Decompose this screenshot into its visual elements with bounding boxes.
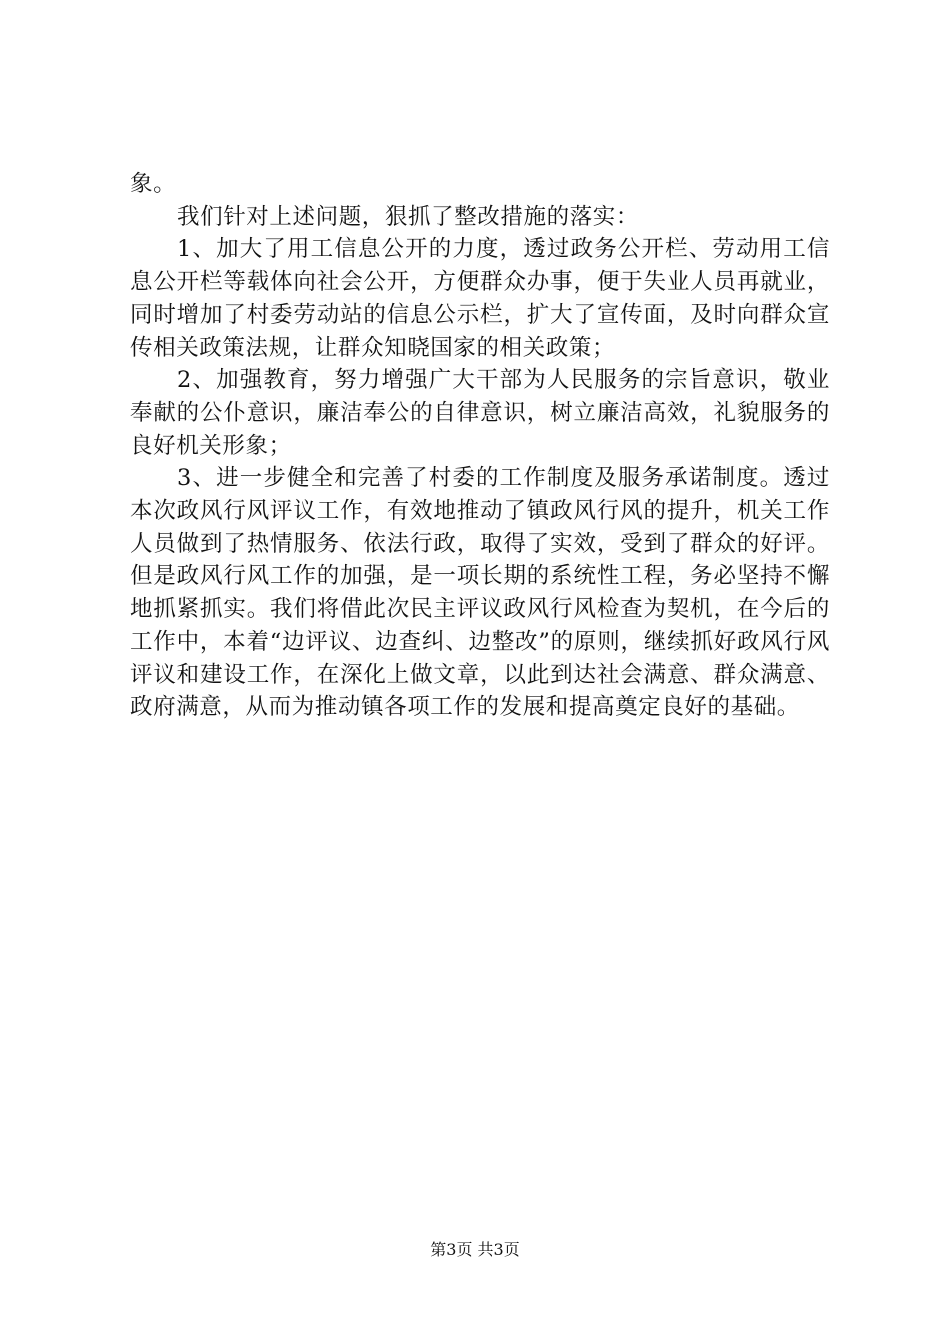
paragraph-continuation: 象。: [130, 171, 177, 197]
document-body: [130, 168, 830, 724]
paragraph-intro: 我们针对上述问题，狠抓了整改措施的落实：: [177, 203, 640, 230]
paragraph-measure-3: 3、进一步健全和完善了村委的工作制度及服务承诺制度。透过本次政风行风评议工作，有效地推动了镇政风行风的提升，机关工作人员做到了热情服务、依法行政，取得了实效，受到了群众的好评。但是政风行风工作的加强，是一项长期的系统性工程，务必坚持不懈地抓紧抓实。我们将借此次民主评议政风行风检查为契机，在今后的工作中，本着“边评议、边查纠、边整改”的原则，继续抓好政风行风评议和建设工作，在深化上做文章，以此到达社会满意、群众满意、政府满意，从而为推动镇各项工作的发展和提高奠定良好的基础。: [130, 465, 830, 721]
paragraph-measure-1: 1、加大了用工信息公开的力度，透过政务公开栏、劳动用工信息公开栏等载体向社会公开，方便群众办事，便于失业人员再就业，同时增加了村委劳动站的信息公示栏，扩大了宣传面，及时向群众宣传相关政策法规，让群众知晓国家的相关政策；: [130, 236, 830, 361]
paragraph-measure-2: 2、加强教育，努力增强广大干部为人民服务的宗旨意识，敬业奉献的公仆意识，廉洁奉公的自律意识，树立廉洁高效，礼貌服务的良好机关形象；: [130, 367, 830, 459]
page-footer: 第3页 共3页: [430, 1240, 520, 1259]
